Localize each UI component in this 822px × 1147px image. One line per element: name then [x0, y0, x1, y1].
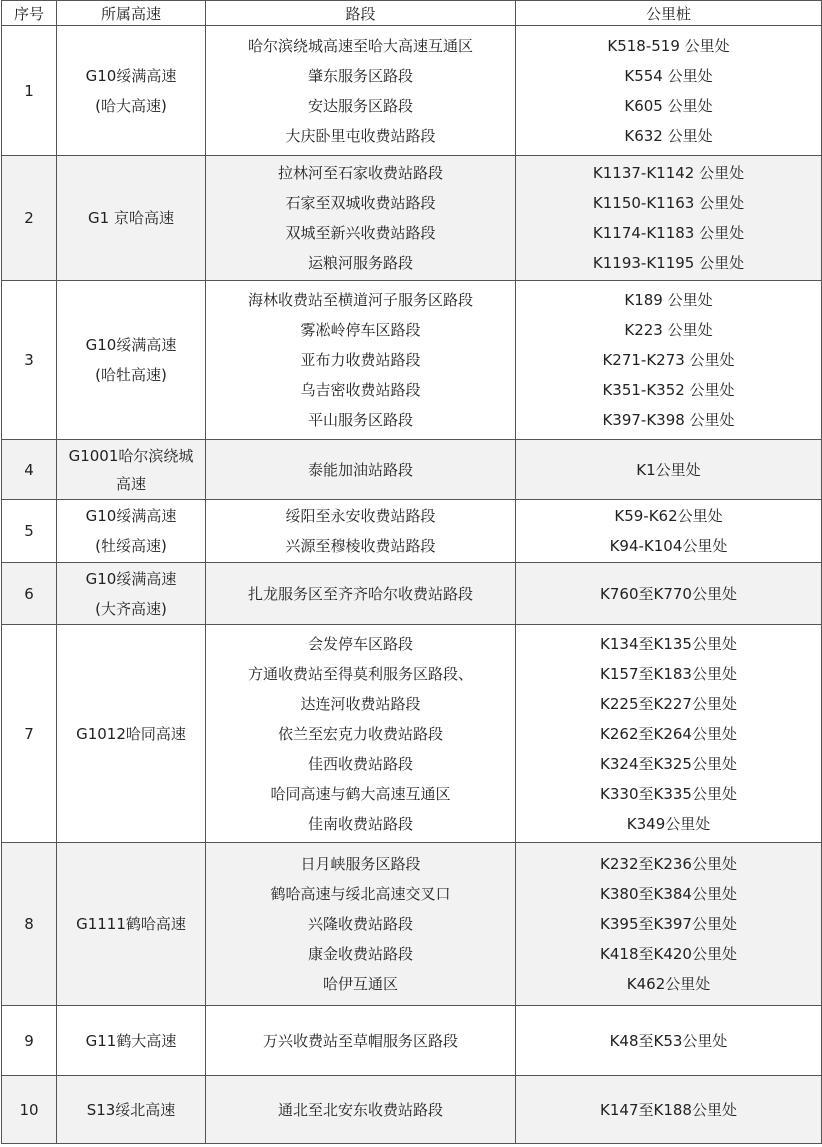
row-index: 7	[2, 625, 57, 843]
stake-line: K223 公里处	[624, 321, 713, 339]
section-line: 鹤哈高速与绥北高速交叉口	[270, 885, 451, 903]
stake-line: K554 公里处	[624, 66, 713, 85]
highway-line: (哈大高速)	[95, 96, 167, 115]
table-header-row	[2, 1, 822, 26]
stake-line: K330至K335公里处	[600, 784, 737, 803]
section-line: 康金收费站路段	[307, 945, 413, 963]
stake-line: K380至K384公里处	[600, 885, 737, 903]
header-section: 路段	[206, 1, 516, 26]
stake-line: K395至K397公里处	[600, 915, 737, 933]
row-stakes	[516, 440, 822, 500]
section-line: 哈伊互通区	[322, 975, 398, 993]
row-sections	[206, 625, 516, 843]
road-section-table	[1, 0, 822, 1144]
stake-line: K48至K53公里处	[609, 1031, 728, 1050]
stake-line: K632 公里处	[624, 126, 713, 145]
row-stakes	[516, 156, 822, 281]
highway-line: G1012哈同高速	[76, 724, 186, 743]
row-sections	[206, 500, 516, 563]
section-line: 海林收费站至横道河子服务区路段	[247, 291, 473, 309]
row-stakes	[516, 1076, 822, 1144]
row-stakes	[516, 843, 822, 1006]
section-line: 哈同高速与鹤大高速互通区	[270, 784, 451, 803]
row-stakes	[516, 281, 822, 440]
table-row	[2, 1006, 822, 1076]
row-index: 8	[2, 843, 57, 1006]
highway-line: (大齐高速)	[95, 599, 167, 618]
section-line: 佳南收费站路段	[307, 814, 413, 833]
row-index: 1	[2, 26, 57, 156]
row-stakes	[516, 625, 822, 843]
stake-line: K1150-K1163 公里处	[592, 194, 745, 212]
stake-line: K324至K325公里处	[600, 754, 737, 773]
section-line: 泰能加油站路段	[307, 460, 413, 479]
row-sections	[206, 26, 516, 156]
row-stakes	[516, 26, 822, 156]
stake-line: K397-K398 公里处	[602, 411, 735, 429]
table-row	[2, 26, 822, 156]
stake-line: K232至K236公里处	[600, 855, 737, 873]
row-highway	[57, 500, 206, 563]
section-line: 绥阳至永安收费站路段	[285, 507, 436, 525]
section-line: 肇东服务区路段	[307, 66, 413, 85]
row-highway	[57, 440, 206, 500]
section-line: 达连河收费站路段	[300, 694, 421, 713]
row-index: 3	[2, 281, 57, 440]
stake-line: K418至K420公里处	[600, 945, 737, 963]
table-row	[2, 156, 822, 281]
row-highway	[57, 625, 206, 843]
table-row	[2, 843, 822, 1006]
section-line: 兴源至穆棱收费站路段	[285, 537, 436, 555]
table-row	[2, 1076, 822, 1144]
section-line: 依兰至宏克力收费站路段	[277, 724, 443, 743]
stake-line: K1193-K1195 公里处	[592, 254, 745, 272]
section-line: 石家至双城收费站路段	[285, 194, 436, 212]
stake-line: K349公里处	[626, 814, 711, 833]
section-line: 佳西收费站路段	[307, 754, 413, 773]
header-index: 序号	[2, 1, 57, 26]
section-line: 大庆卧里屯收费站路段	[285, 126, 436, 145]
stake-line: K225至K227公里处	[600, 694, 737, 713]
section-line: 安达服务区路段	[307, 96, 413, 115]
row-highway	[57, 1006, 206, 1076]
stake-line: K1公里处	[636, 460, 701, 479]
section-line: 万兴收费站至草帽服务区路段	[262, 1031, 458, 1050]
highway-line: 高速	[115, 474, 146, 493]
row-sections	[206, 1006, 516, 1076]
row-sections	[206, 843, 516, 1006]
header-stake: 公里桩	[516, 1, 822, 26]
highway-line: G1001哈尔滨绕城	[68, 446, 194, 465]
table-row	[2, 625, 822, 843]
highway-line: (牡绥高速)	[95, 537, 167, 555]
stake-line: K94-K104公里处	[609, 537, 728, 555]
row-stakes	[516, 500, 822, 563]
row-stakes	[516, 1006, 822, 1076]
table-row	[2, 563, 822, 625]
section-line: 双城至新兴收费站路段	[285, 224, 436, 242]
row-index: 5	[2, 500, 57, 563]
section-line: 平山服务区路段	[307, 411, 413, 429]
row-highway	[57, 1076, 206, 1144]
section-line: 方通收费站至得莫利服务区路段、	[247, 664, 473, 683]
section-line: 亚布力收费站路段	[300, 351, 421, 369]
highway-line: G10绥满高速	[85, 66, 177, 85]
row-highway	[57, 843, 206, 1006]
stake-line: K147至K188公里处	[600, 1100, 737, 1119]
section-line: 扎龙服务区至齐齐哈尔收费站路段	[247, 584, 473, 603]
stake-line: K462公里处	[626, 975, 711, 993]
stake-line: K262至K264公里处	[600, 724, 737, 743]
stake-line: K760至K770公里处	[600, 584, 737, 603]
row-highway	[57, 281, 206, 440]
row-index: 2	[2, 156, 57, 281]
table-row	[2, 281, 822, 440]
section-line: 运粮河服务路段	[307, 254, 413, 272]
row-index: 10	[2, 1076, 57, 1144]
highway-line: G10绥满高速	[85, 507, 177, 525]
section-line: 会发停车区路段	[307, 634, 413, 653]
stake-line: K351-K352 公里处	[602, 381, 735, 399]
stake-line: K189 公里处	[624, 291, 713, 309]
stake-line: K271-K273 公里处	[602, 351, 735, 369]
row-index: 6	[2, 563, 57, 625]
row-sections	[206, 563, 516, 625]
section-line: 拉林河至石家收费站路段	[277, 164, 443, 182]
section-line: 雾凇岭停车区路段	[300, 321, 421, 339]
row-sections	[206, 440, 516, 500]
section-line: 兴隆收费站路段	[307, 915, 413, 933]
section-line: 日月峡服务区路段	[300, 855, 421, 873]
row-sections	[206, 281, 516, 440]
stake-line: K605 公里处	[624, 96, 713, 115]
highway-line: G10绥满高速	[85, 569, 177, 588]
row-sections	[206, 156, 516, 281]
highway-line: G1 京哈高速	[88, 209, 174, 227]
stake-line: K134至K135公里处	[600, 634, 737, 653]
highway-line: G10绥满高速	[85, 336, 177, 354]
row-sections	[206, 1076, 516, 1144]
stake-line: K518-519 公里处	[607, 36, 730, 55]
row-index: 4	[2, 440, 57, 500]
table-row	[2, 440, 822, 500]
row-highway	[57, 156, 206, 281]
row-highway	[57, 563, 206, 625]
highway-line: G11鹤大高速	[85, 1031, 177, 1050]
table-row	[2, 500, 822, 563]
section-line: 哈尔滨绕城高速至哈大高速互通区	[247, 36, 473, 55]
section-line: 乌吉密收费站路段	[300, 381, 421, 399]
stake-line: K1137-K1142 公里处	[592, 164, 745, 182]
stake-line: K59-K62公里处	[614, 507, 723, 525]
stake-line: K1174-K1183 公里处	[592, 224, 745, 242]
highway-line: (哈牡高速)	[95, 366, 167, 384]
row-highway	[57, 26, 206, 156]
row-index: 9	[2, 1006, 57, 1076]
row-stakes	[516, 563, 822, 625]
section-line: 通北至北安东收费站路段	[277, 1100, 443, 1119]
highway-line: G1111鹤哈高速	[76, 915, 186, 933]
stake-line: K157至K183公里处	[600, 664, 737, 683]
header-highway: 所属高速	[57, 1, 206, 26]
highway-line: S13绥北高速	[86, 1100, 176, 1119]
